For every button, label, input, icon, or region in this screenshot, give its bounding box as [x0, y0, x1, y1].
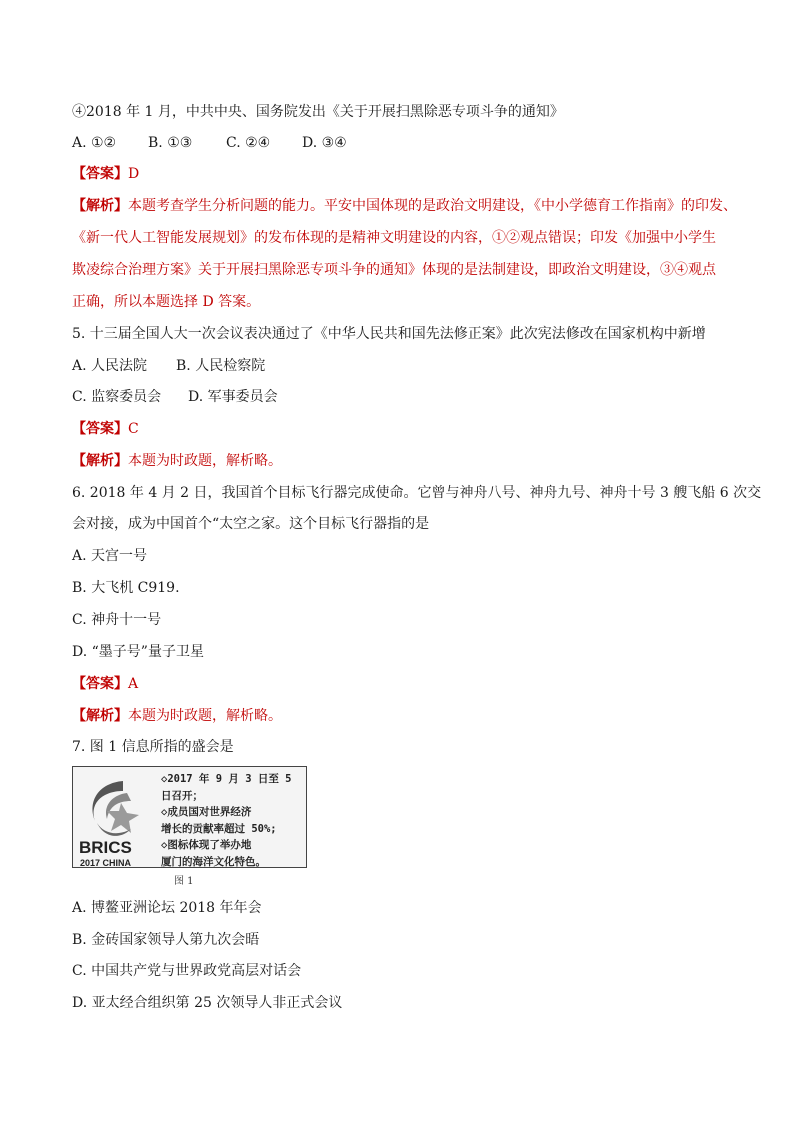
q4-options: [72, 133, 347, 153]
answer-value: D: [128, 166, 140, 182]
q5-stem: 5. 十三届全国人大一次会议表决通过了《中华人民共和国先法修正案》此次宪法修改在国家机构中新增: [72, 326, 706, 342]
q6-option-b: B. 大飞机 C919.: [72, 580, 180, 596]
q5-analysis: [72, 451, 282, 471]
q4-answer: [72, 164, 139, 184]
q4-analysis-line-1: [72, 196, 737, 216]
q6-answer: [72, 674, 138, 694]
figure-text-line: ◇成员国对世界经济: [161, 806, 252, 818]
q6-option-d: D. “墨子号”量子卫星: [72, 644, 204, 660]
q5-options-row-2: [72, 387, 278, 407]
q7-option-c: C. 中国共产党与世界政党高层对话会: [72, 963, 302, 979]
q4-option-a: A. ①②: [72, 135, 117, 151]
figure-text-line: ◇图标体现了举办地: [161, 839, 252, 851]
figure-text-line: ◇2017 年 9 月 3 日至 5: [161, 773, 292, 785]
logo-wordmark: BRICS: [79, 838, 132, 857]
q6-option-a: A. 天宫一号: [72, 548, 148, 564]
q5-option-c: C. 监察委员会: [72, 389, 162, 405]
brics-logo: [77, 773, 153, 868]
analysis-tag: 【解析】: [72, 708, 128, 724]
q4-item-4: ④2018 年 1 月，中共中央、国务院发出《关于开展扫黑除恶专项斗争的通知》: [72, 104, 564, 120]
figure-caption: 图 1: [174, 876, 194, 887]
answer-value: A: [128, 676, 139, 692]
q5-option-d: D. 军事委员会: [188, 389, 278, 405]
q6-stem-line-2: 会对接，成为中国首个“太空之家。这个目标飞行器指的是: [72, 516, 430, 532]
q7-option-d: D. 亚太经合组织第 25 次领导人非正式会议: [72, 995, 343, 1011]
q6-stem-line-1: 6. 2018 年 4 月 2 日，我国首个目标飞行器完成使命。它曾与神舟八号、神舟九号、神舟十号 3 艘飞船 6 次交: [72, 485, 762, 501]
answer-value: C: [128, 421, 139, 437]
answer-tag: 【答案】: [72, 166, 128, 182]
answer-tag: 【答案】: [72, 676, 128, 692]
q5-option-b: B. 人民检察院: [176, 358, 266, 374]
figure-text-line: 增长的贡献率超过 50%;: [161, 822, 277, 835]
answer-tag: 【答案】: [72, 421, 128, 437]
q6-analysis: [72, 706, 282, 726]
analysis-tag: 【解析】: [72, 453, 128, 469]
q6-option-c: C. 神舟十一号: [72, 612, 162, 628]
q5-option-a: A. 人民法院: [72, 358, 148, 374]
figure-text-line: 厦门的海洋文化特色。: [161, 855, 266, 868]
q5-answer: [72, 419, 139, 439]
figure-text: [161, 771, 301, 868]
analysis-text: 本题为时政题，解析略。: [128, 453, 282, 469]
analysis-text: 本题考查学生分析问题的能力。平安中国体现的是政治文明建设，《中小学德育工作指南》的印发、: [128, 198, 737, 214]
q4-option-d: D. ③④: [302, 135, 347, 151]
q7-stem: 7. 图 1 信息所指的盛会是: [72, 739, 234, 755]
q4-analysis-line-4: 正确，所以本题选择 D 答案。: [72, 294, 261, 310]
logo-subtitle: 2017 CHINA: [80, 858, 132, 868]
analysis-text: 本题为时政题，解析略。: [128, 708, 282, 724]
figure-1: [72, 766, 307, 868]
q4-analysis-line-2: 《新一代人工智能发展规划》的发布体现的是精神文明建设的内容，①②观点错误；印发《加强中小学生: [72, 230, 716, 246]
q7-option-a: A. 博鳌亚洲论坛 2018 年年会: [72, 900, 262, 916]
q4-option-c: C. ②④: [226, 135, 271, 151]
figure-text-line: 日召开；: [161, 789, 203, 802]
q7-option-b: B. 金砖国家领导人第九次会晤: [72, 932, 260, 948]
q5-options-row-1: [72, 356, 265, 376]
q4-option-b: B. ①③: [148, 135, 193, 151]
q4-analysis-line-3: 欺凌综合治理方案》关于开展扫黑除恶专项斗争的通知》体现的是法制建设，即政治文明建设，③④观点: [72, 262, 716, 278]
analysis-tag: 【解析】: [72, 198, 128, 214]
